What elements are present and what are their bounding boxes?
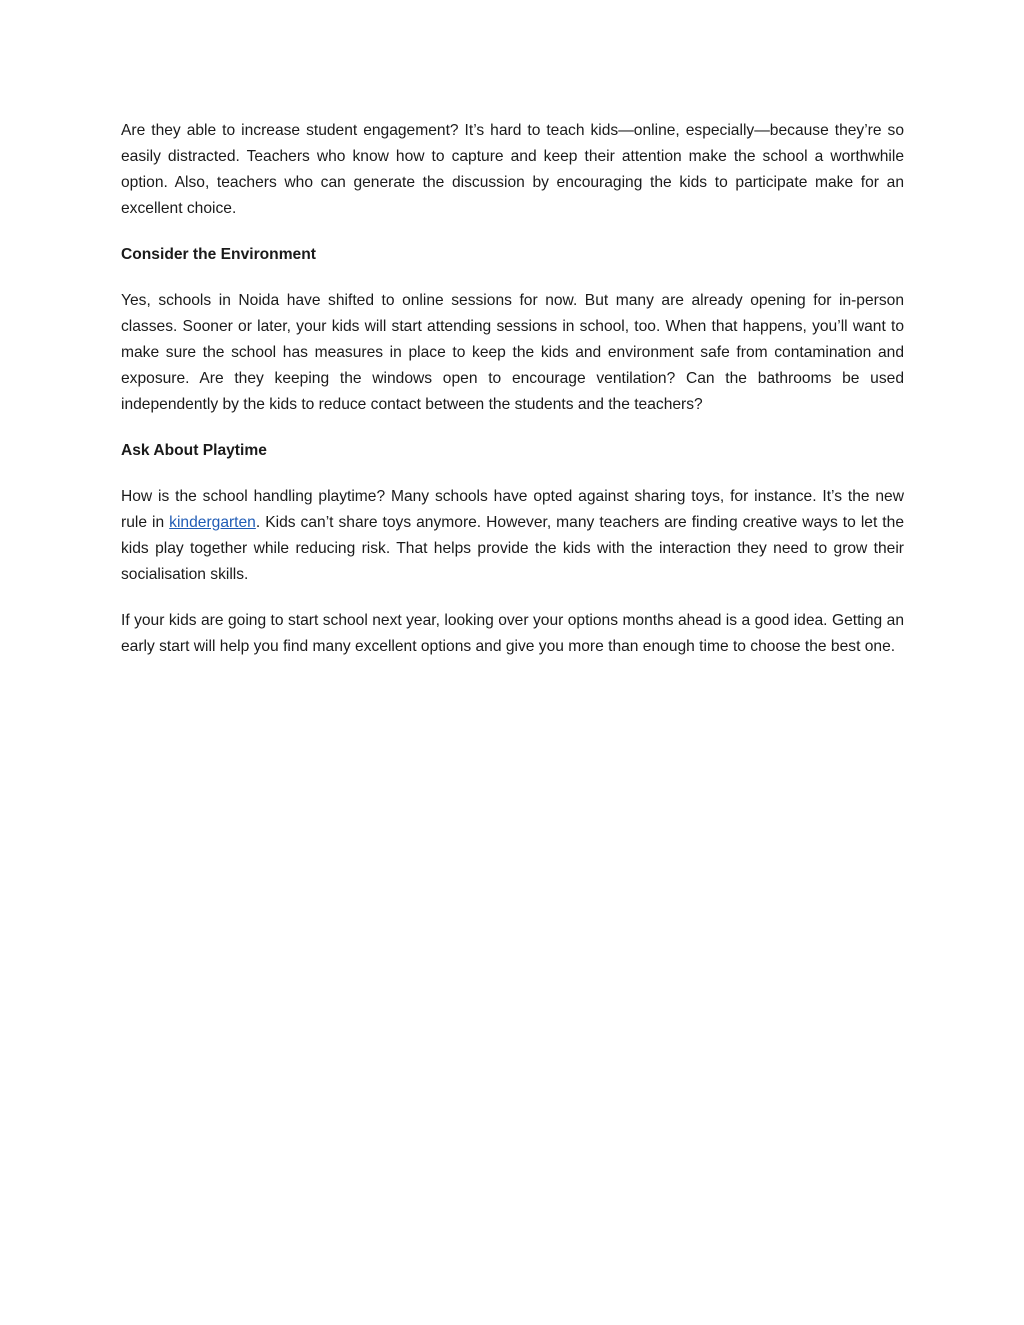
paragraph-playtime — [121, 484, 904, 588]
kindergarten-link[interactable]: kindergarten — [169, 514, 256, 531]
document-body — [121, 118, 904, 680]
heading-ask-about-playtime: Ask About Playtime — [121, 442, 267, 459]
paragraph-conclusion: If your kids are going to start school next year, looking over your options months ahead is a good idea. Getting an early start will help you find many excellent options and give you more than enough time to choose the best one. — [121, 612, 904, 655]
heading-consider-environment: Consider the Environment — [121, 246, 316, 263]
paragraph-playtime-text-start: How is the school handling playtime? Many schools have opted against sharing toys, for instance. It’s the new rule in — [121, 488, 904, 531]
paragraph-playtime-text-end: . Kids can’t share toys anymore. However, many teachers are finding creative ways to let the kids play together while reducing risk. That helps provide the kids with the interaction they need to grow their socialisation skills. — [121, 514, 904, 583]
paragraph-engagement: Are they able to increase student engagement? It’s hard to teach kids—online, especially—because they’re so easily distracted. Teachers who know how to capture and keep their attention make the school a worthwhile option. Also, teachers who can generate the discussion by encouraging the kids to participate make for an excellent choice. — [121, 122, 904, 217]
paragraph-environment: Yes, schools in Noida have shifted to online sessions for now. But many are already opening for in-person classes. Sooner or later, your kids will start attending sessions in school, too. When that happens, you’ll want to make sure the school has measures in place to keep the kids and environment safe from contamination and exposure. Are they keeping the windows open to encourage ventilation? Can the bathrooms be used independently by the kids to reduce contact between the students and the teachers? — [121, 292, 904, 413]
